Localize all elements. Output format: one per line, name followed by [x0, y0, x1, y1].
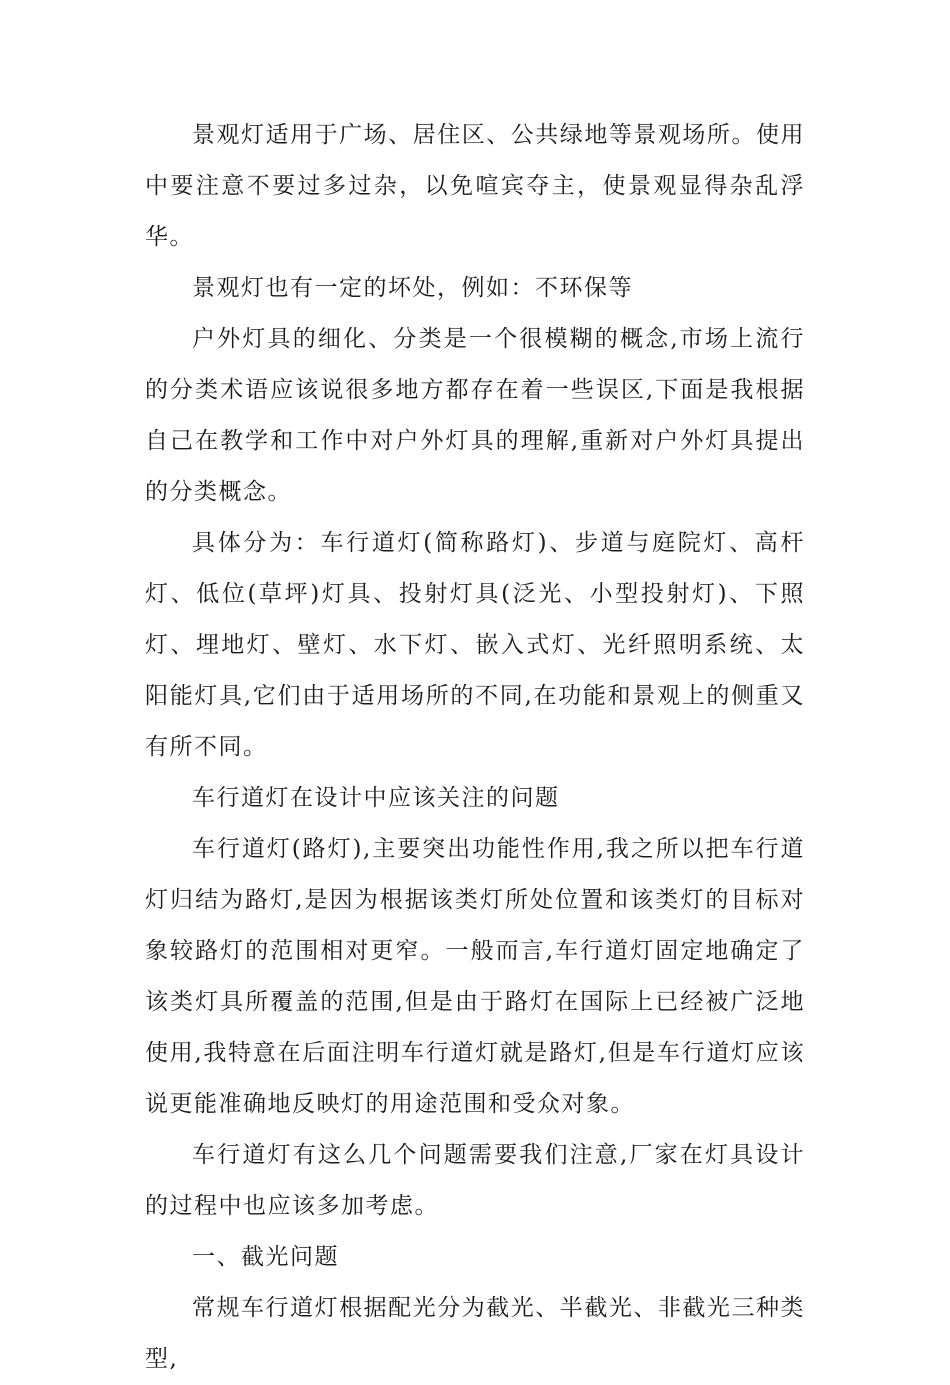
section-heading-road-light-design: 车行道灯在设计中应该关注的问题: [192, 785, 560, 811]
paragraph-road-light-issues: 车行道灯有这么几个问题需要我们注意,厂家在灯具设计的过程中也应该多加考虑。: [145, 1142, 805, 1219]
paragraph-landscape-light-drawback: 景观灯也有一定的坏处，例如：不环保等: [192, 275, 633, 301]
paragraph-outdoor-lighting-classification: 户外灯具的细化、分类是一个很模糊的概念,市场上流行的分类术语应该说很多地方都存在着一些误区,下面是我根据自己在教学和工作中对户外灯具的理解,重新对户外灯具提出的分类概念。: [145, 326, 805, 505]
paragraph-cutoff-types: 常规车行道灯根据配光分为截光、半截光、非截光三种类型,: [145, 1295, 805, 1372]
section-heading-cutoff-issue: 一、截光问题: [192, 1244, 339, 1270]
paragraph-landscape-light-usage: 景观灯适用于广场、居住区、公共绿地等景观场所。使用中要注意不要过多过杂，以免喧宾夺主，使景观显得杂乱浮华。: [145, 122, 805, 250]
paragraph-classification-list: 具体分为：车行道灯(简称路灯)、步道与庭院灯、高杆灯、低位(草坪)灯具、投射灯具(泛光、小型投射灯)、下照灯、埋地灯、壁灯、水下灯、嵌入式灯、光纤照明系统、太阳能灯具,它们由于适用场所的不同,在功能和景观上的侧重又有所不同。: [145, 530, 805, 760]
document-body: [145, 110, 805, 1385]
paragraph-road-light-definition: 车行道灯(路灯),主要突出功能性作用,我之所以把车行道灯归结为路灯,是因为根据该类灯所处位置和该类灯的目标对象较路灯的范围相对更窄。一般而言,车行道灯固定地确定了该类灯具所覆盖的范围,但是由于路灯在国际上已经被广泛地使用,我特意在后面注明车行道灯就是路灯,但是车行道灯应该说更能准确地反映灯的用途范围和受众对象。: [145, 836, 805, 1117]
